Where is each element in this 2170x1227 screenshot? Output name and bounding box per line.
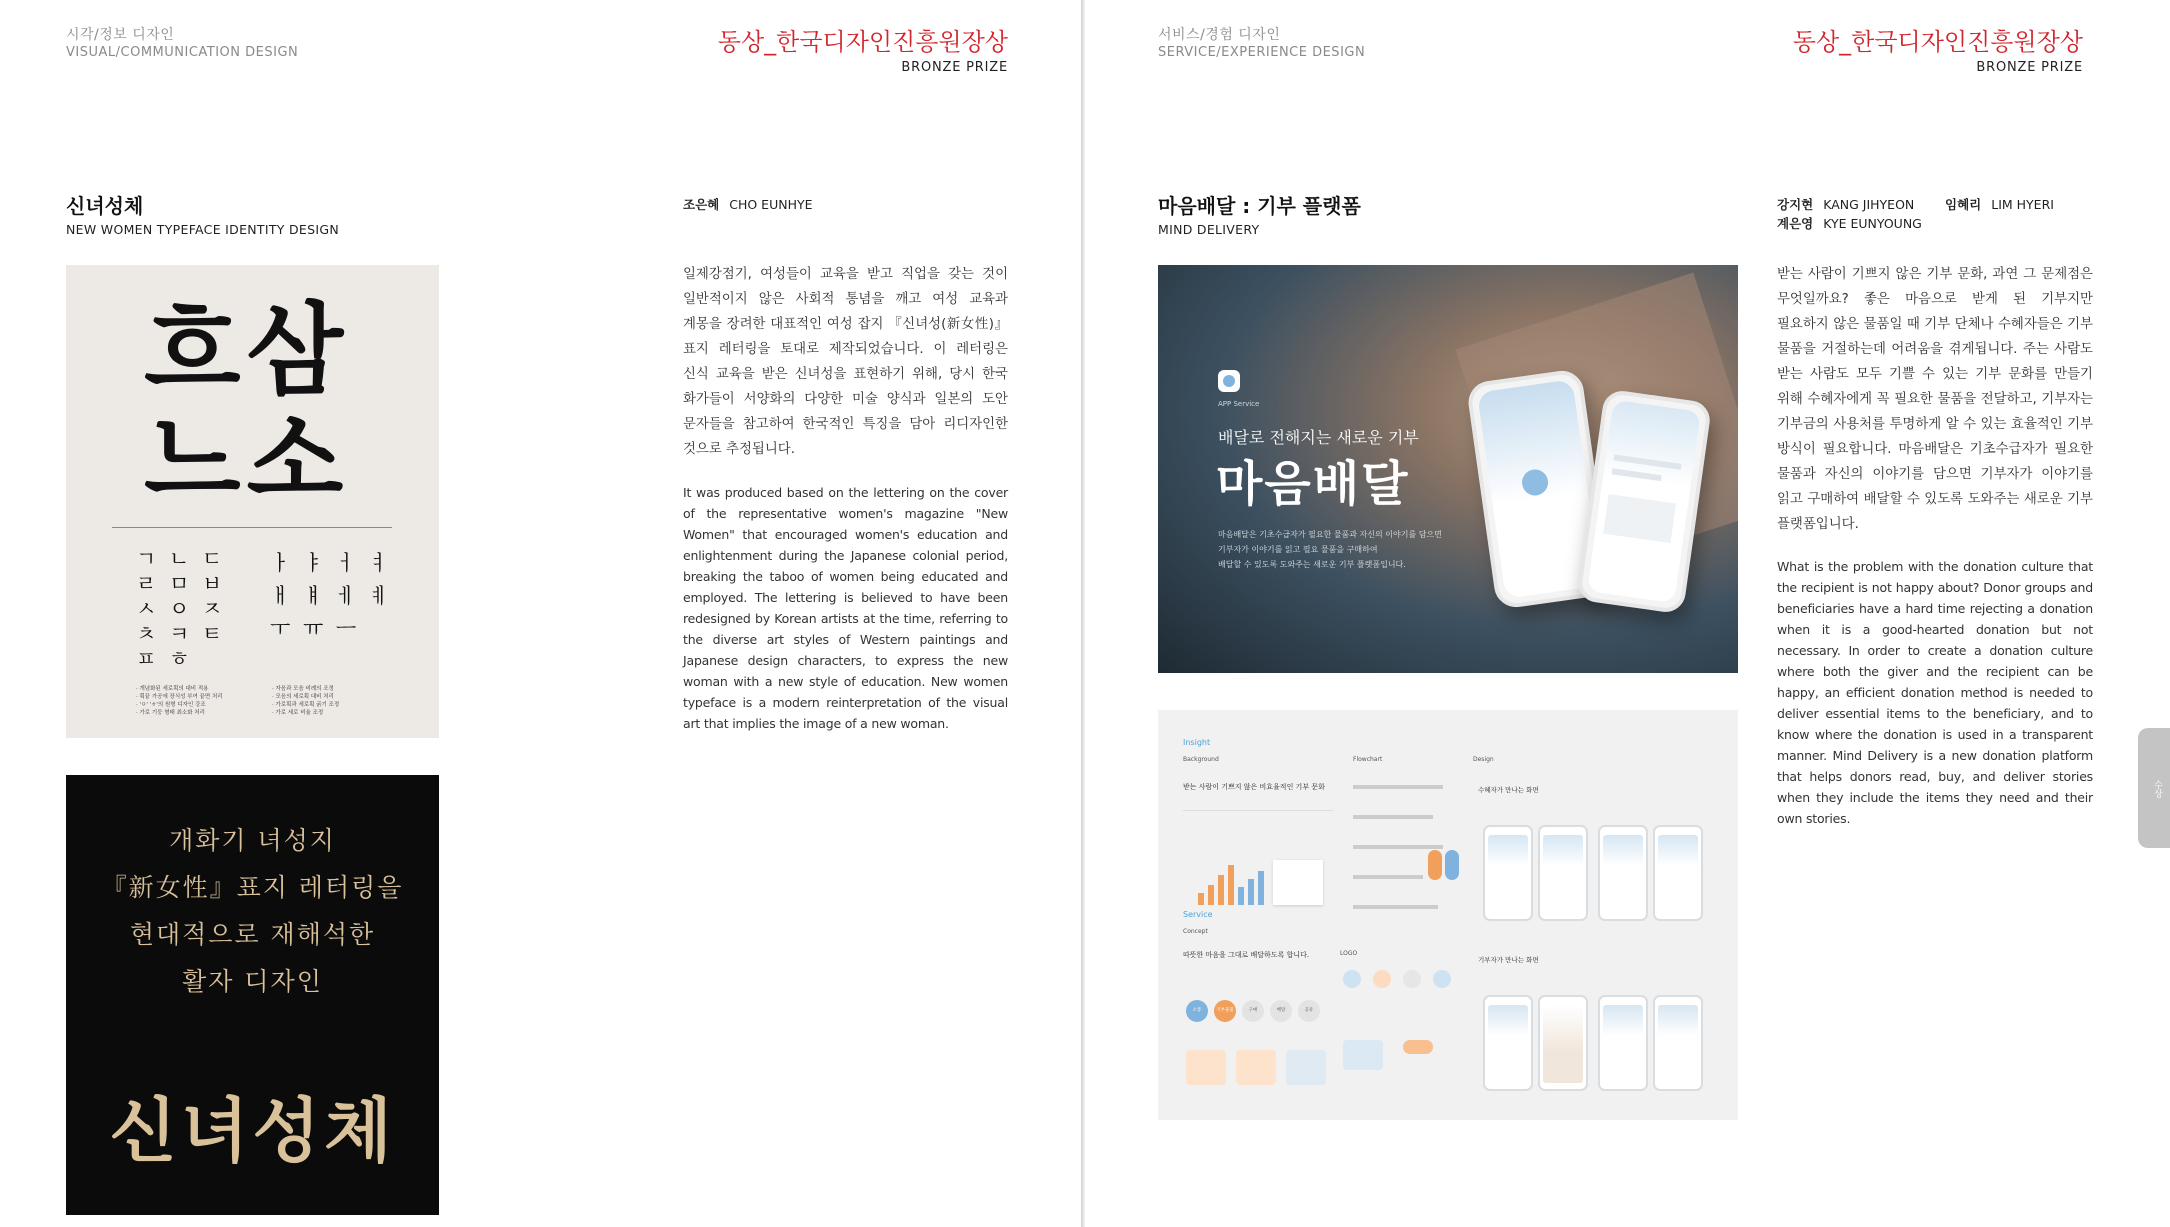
poster-big-title: 신녀성체 <box>109 1089 396 1172</box>
designer <box>683 195 813 213</box>
board-background: Background <box>1183 756 1219 763</box>
board-phone-1 <box>1483 825 1533 921</box>
board-heading-1: 받는 사람이 기쁘지 않은 비효율적인 기부 문화 <box>1183 783 1325 791</box>
side-index-tab[interactable]: 수상 <box>2138 728 2170 848</box>
right-page <box>1085 0 2170 1227</box>
prize-subtitle: BRONZE PRIZE <box>1976 60 2083 75</box>
board-giver-screens: 기부자가 만나는 화면 <box>1478 956 1539 964</box>
board-phone-3 <box>1598 825 1648 921</box>
category-en: VISUAL/COMMUNICATION DESIGN <box>66 45 299 60</box>
process-board <box>1158 710 1738 1120</box>
poster-tagline: 개화기 녀성지 『新女性』표지 레터링을 현대적으로 재해석한 활자 디자인 <box>101 826 404 996</box>
board-illustrations <box>1186 1045 1336 1090</box>
poster-vowels: ㅏ ㅑ ㅓ ㅕ ㅐ ㅒ ㅔ ㅖ ㅜ ㅠ ㅡ <box>270 551 393 641</box>
board-donor-screens: 수혜자가 만나는 화면 <box>1478 786 1539 794</box>
board-phone-7 <box>1598 995 1648 1091</box>
poster-consonants: ㄱ ㄴ ㄷ ㄹ ㅁ ㅂ ㅅ ㅇ ㅈ ㅊ ㅋ ㅌ ㅍ ㅎ <box>136 547 226 671</box>
designer-2: 임혜리 LIM HYERI <box>1945 197 2054 212</box>
hero-description: 마음배달은 기초수급자가 필요한 물품과 자신의 이야기를 담으면 기부자가 이야기를 읽고 필요 물품을 구매하여 배달할 수 있도록 도와주는 새로운 기부 플랫폼입니다. <box>1218 530 1442 569</box>
poster-notes-left: · 개념화된 세로획의 대비 적용 · 획끝 가공에 장식성 부여 끝면 처리 · 'ㅇ' 'ㅎ'의 원형 디자인 강조 · 가로 기둥 형태 최소화 처리 <box>136 686 223 716</box>
flowchart-list <box>1353 785 1463 915</box>
poster-notes-right: · 자음과 모음 비례의 조정 · 모음의 세로획 대비 처리 · 가로획과 세로획 굵기 조정 · 가로 세로 비율 조정 <box>272 686 340 716</box>
designer-1: 강지현 KANG JIHYEON <box>1777 197 1915 212</box>
work-title: 마음배달 : 기부 플랫폼 <box>1158 194 1361 218</box>
designer-name-en: CHO EUNHYE <box>729 197 813 212</box>
typeface-poster-black <box>66 775 439 1215</box>
board-logo: LOGO <box>1340 950 1358 957</box>
category-ko: 서비스/경험 디자인 <box>1158 27 1281 43</box>
poster-big-glyph-bottom: 느소 <box>144 401 350 519</box>
work-subtitle: NEW WOMEN TYPEFACE IDENTITY DESIGN <box>66 222 339 237</box>
left-page <box>0 0 1083 1227</box>
prize-title: 동상_한국디자인진흥원장상 <box>717 28 1008 56</box>
board-flowchart: Flowchart <box>1353 756 1383 763</box>
work-title: 신녀성체 <box>66 194 144 218</box>
description-en: It was produced based on the lettering on the cover of the representative women's magazine "New Women" that encouraged women's education and enlightenment during the Japanese colonial period, breaking the taboo of women being educated and employed. The lettering is believed to have been redesigned by Korean artists at the time, referring to the diverse art styles of Western paintings and Japanese design characters, to express the new woman with a new style of education. New women typeface is a modern reinterpretation of the visual art that implies the image of a new woman. <box>683 485 1008 731</box>
board-concept-circles: 소통 기부물품 구매 배달 공유 <box>1186 1000 1336 1024</box>
app-hero-image <box>1158 265 1738 673</box>
typeface-poster <box>66 265 439 738</box>
board-heading-2: 따뜻한 마음을 그대로 배달하도록 합니다. <box>1183 951 1310 959</box>
board-service: Service <box>1183 910 1213 919</box>
board-design: Design <box>1473 756 1494 763</box>
board-color-swatches <box>1343 1030 1463 1090</box>
poster-divider <box>112 527 392 528</box>
category-ko: 시각/정보 디자인 <box>66 27 175 43</box>
board-concept: Concept <box>1183 928 1208 935</box>
work-subtitle: MIND DELIVERY <box>1158 222 1260 237</box>
board-phone-5 <box>1483 995 1533 1091</box>
app-logo-icon <box>1218 370 1240 392</box>
board-bar-chart <box>1188 850 1328 905</box>
board-phone-6 <box>1538 995 1588 1091</box>
description-ko: 일제강점기, 여성들이 교육을 받고 직업을 갖는 것이 일반적이지 않은 사회적 통념을 깨고 여성 교육과 계몽을 장려한 대표적인 여성 잡지 『신녀성(新女性)』 표지 레터링을 토대로 제작되었습니다. 이 레터링은 신식 교육을 받은 신녀성을 표현하기 위해, 당시 한국 화가들이 서양화의 다양한 미술 양식과 일본의 도안 문자들을 참고하여 한국적인 특징을 담아 리디자인한 것으로 추정됩니다. <box>683 267 1008 457</box>
category-en: SERVICE/EXPERIENCE DESIGN <box>1158 45 1366 60</box>
prize-subtitle: BRONZE PRIZE <box>901 60 1008 75</box>
board-phone-2 <box>1538 825 1588 921</box>
board-insight: Insight <box>1183 738 1211 747</box>
board-phone-8 <box>1653 995 1703 1091</box>
description-ko: 받는 사람이 기쁘지 않은 기부 문화, 과연 그 문제점은 무엇일까요? 좋은 마음으로 받게 된 기부지만 필요하지 않은 물품일 때 기부 단체나 수혜자들은 기부 물품을 거절하는데 어려움을 겪게됩니다. 주는 사람도 받는 사람도 모두 기쁠 수 있는 기부 문화를 만들기 위해 수혜자에게 꼭 필요한 물품을 전달하고, 기부자는 기부금의 사용처를 투명하게 알 수 있는 효율적인 기부 방식이 필요합니다. 마음배달은 기초수급자가 필요한 물품과 자신의 이야기를 담으면 기부자가 이야기를 읽고 구매하여 배달할 수 있도록 도와주는 새로운 기부 플랫폼입니다. <box>1777 267 2093 532</box>
hero-tagline: 배달로 전해지는 새로운 기부 <box>1218 428 1419 447</box>
prize-title: 동상_한국디자인진흥원장상 <box>1792 28 2083 56</box>
designer-name-ko: 조은혜 <box>683 197 720 212</box>
poster-big-glyph-top: 흐삼 <box>144 291 350 409</box>
board-logo-marks <box>1343 965 1463 995</box>
app-label: APP Service <box>1218 400 1260 408</box>
designer-3: 계은영 KYE EUNYOUNG <box>1777 216 1922 231</box>
board-phone-4 <box>1653 825 1703 921</box>
description-en: What is the problem with the donation culture that the recipient is not happy about? Donor groups and beneficiaries have a hard time rejecting a donation when it is a good-hearted donation but not necessary. In order to create a donation culture where both the giver and the recipient can be happy, an efficient donation method is needed to deliver essential items to the beneficiary, and to know where the donation is used in a transparent manner. Mind Delivery is a new donation platform that helps donors read, buy, and deliver stories when they include the items they need and their own stories. <box>1777 559 2093 826</box>
hero-app-name: 마음배달 <box>1216 456 1410 512</box>
